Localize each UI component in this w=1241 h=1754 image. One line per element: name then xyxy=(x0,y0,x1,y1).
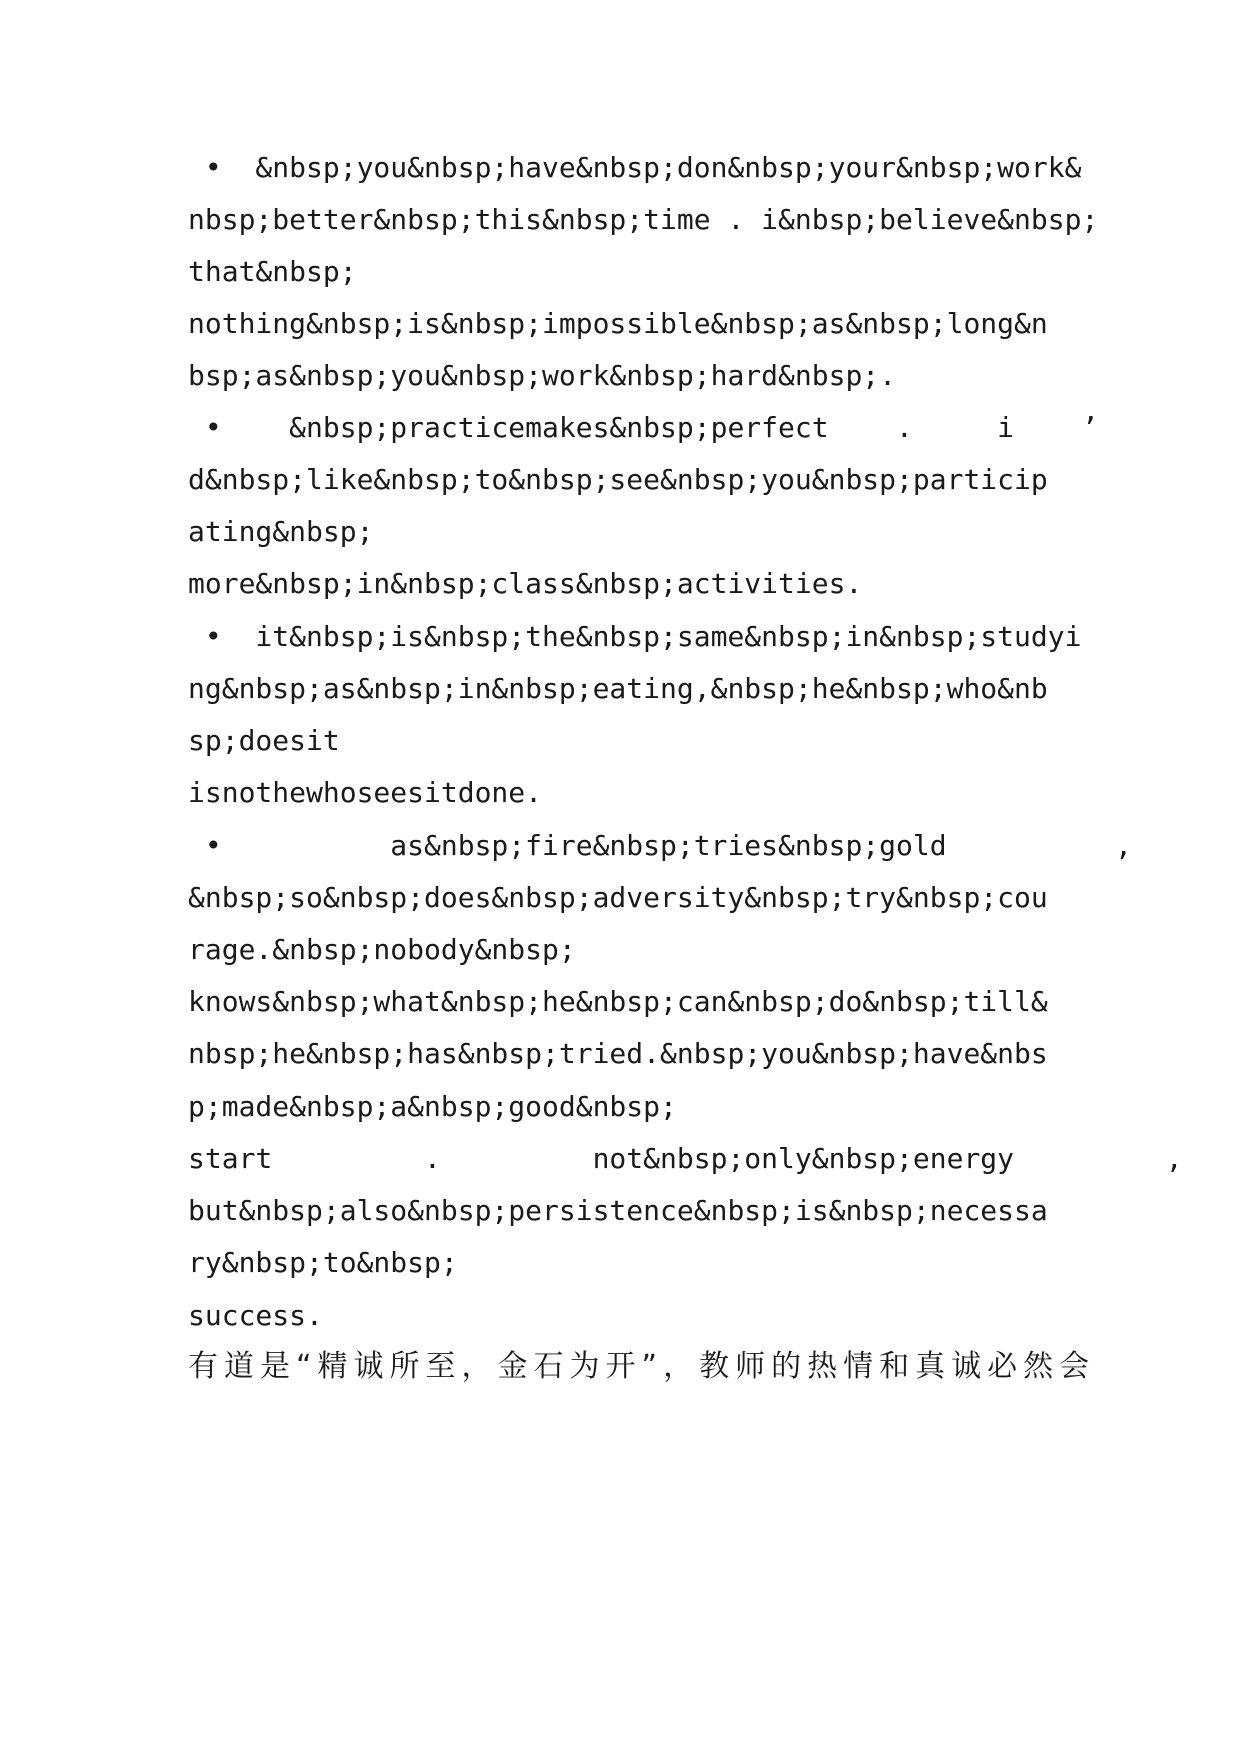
text-line: nbsp;better&nbsp;this&nbsp;time . i&nbsp;believe&nbsp; xyxy=(188,203,1099,236)
text-line: nothing&nbsp;is&nbsp;impossible&nbsp;as&nbsp;long&n xyxy=(188,307,1048,340)
text-line: rage.&nbsp;nobody&nbsp; xyxy=(188,933,576,966)
text-line: knows&nbsp;what&nbsp;he&nbsp;can&nbsp;do&nbsp;till& xyxy=(188,985,1048,1018)
text-line: isnothewhoseesitdone. xyxy=(188,776,543,809)
text-line: p;made&nbsp;a&nbsp;good&nbsp; xyxy=(188,1090,677,1123)
text-line: bsp;as&nbsp;you&nbsp;work&nbsp;hard&nbsp;. xyxy=(188,359,897,392)
text-line: ry&nbsp;to&nbsp; xyxy=(188,1246,458,1279)
text-line: more&nbsp;in&nbsp;class&nbsp;activities. xyxy=(188,567,863,600)
text-line: start . not&nbsp;only&nbsp;energy , xyxy=(188,1142,1183,1175)
text-line: • as&nbsp;fire&nbsp;tries&nbsp;gold , xyxy=(188,829,1133,862)
text-line: ating&nbsp; xyxy=(188,515,374,548)
text-line: sp;doesit xyxy=(188,724,340,757)
text-line: but&nbsp;also&nbsp;persistence&nbsp;is&nbsp;necessa xyxy=(188,1194,1048,1227)
text-line: nbsp;he&nbsp;has&nbsp;tried.&nbsp;you&nbsp;have&nbs xyxy=(188,1037,1048,1070)
text-line: d&nbsp;like&nbsp;to&nbsp;see&nbsp;you&nbsp;particip xyxy=(188,463,1048,496)
text-line: • it&nbsp;is&nbsp;the&nbsp;same&nbsp;in&nbsp;studyi xyxy=(188,620,1082,653)
text-line: • &nbsp;practicemakes&nbsp;perfect . i ’ xyxy=(188,411,1099,444)
text-line: • &nbsp;you&nbsp;have&nbsp;don&nbsp;your&nbsp;work& xyxy=(188,151,1082,184)
text-line: that&nbsp; xyxy=(188,255,357,288)
text-line: ng&nbsp;as&nbsp;in&nbsp;eating,&nbsp;he&nbsp;who&nb xyxy=(188,672,1048,705)
text-line: success. xyxy=(188,1299,323,1332)
text-line-chinese: 有道是“精诚所至，金石为开”，教师的热情和真诚必然会 xyxy=(188,1349,1096,1384)
text-line: &nbsp;so&nbsp;does&nbsp;adversity&nbsp;try&nbsp;cou xyxy=(188,881,1048,914)
